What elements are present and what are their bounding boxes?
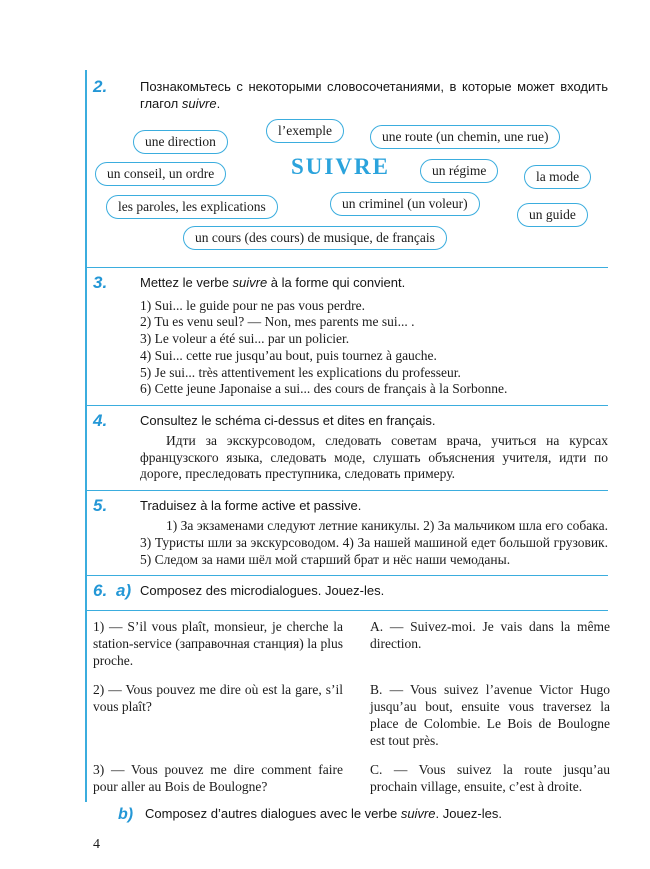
exercise-6a-label: a) xyxy=(116,581,132,601)
exercise-3-item-4: 4) Sui... cette rue jusqu’au bout, puis tournez à gauche. xyxy=(140,347,437,363)
diagram-bubble-criminel-voleur: un criminel (un voleur) xyxy=(330,192,480,217)
exercise-6a-instruction: Composez des microdialogues. Jouez-les. xyxy=(140,583,385,599)
exercise-6b-instruction-text: Composez d’autres dialogues avec le verbe xyxy=(145,805,401,821)
exercise-5-text: 1) За экзаменами следуют летние каникулы. 2) За мальчиком шла его собака. 3) Туристы шли за экскурсоводом. 4) За нашей машиной едет большой грузовик. 5) Следом за нами шёл мой старший брат и нёс наши чемоданы. xyxy=(140,518,608,567)
suivre-center-word: SUIVRE xyxy=(291,153,390,179)
diagram-bubble-regime: un régime xyxy=(420,159,498,184)
exercise-2-verb-italic: suivre xyxy=(181,95,217,111)
diagram-bubble-exemple: l’exemple xyxy=(266,119,344,144)
exercise-4-text: Идти за экскурсоводом, следовать советам врача, учиться на курсах французского языка, следовать моде, слушать объяснения учителя, идти по дороге, преследовать преступника, следовать примеру. xyxy=(140,432,608,482)
suivre-diagram xyxy=(85,118,608,260)
exercise-6b-instruction xyxy=(145,806,608,823)
diagram-bubble-une-route: une route (un chemin, une rue) xyxy=(370,125,560,150)
exercise-4-instruction: Consultez le schéma ci-dessus et dites en français. xyxy=(140,413,436,429)
diagram-bubble-la-mode: la mode xyxy=(524,165,591,190)
exercise-2-instruction xyxy=(140,79,608,113)
microdialogues-grid xyxy=(93,619,608,796)
exercise-2-header xyxy=(85,72,608,116)
exercise-6a-header xyxy=(85,576,608,603)
exercise-3-header xyxy=(85,268,608,295)
diagram-bubble-guide: un guide xyxy=(517,203,588,228)
exercise-5-header xyxy=(85,491,608,518)
dialogue-answer-b: B. — Vous suivez l’avenue Victor Hugo jusqu’au bout, ensuite vous traversez la place de Colombie. Le Bois de Boulogne est tout près. xyxy=(370,682,610,748)
exercise-5-instruction: Traduisez à la forme active et passive. xyxy=(140,498,362,514)
exercise-3-instruction-text: Mettez le verbe xyxy=(140,274,233,290)
exercise-3-item-3: 3) Le voleur a été sui... par un policier. xyxy=(140,331,350,347)
dialogue-question-1: 1) — S’il vous plaît, monsieur, je cherche la station-service (заправочная станция) la plus proche. xyxy=(93,619,343,668)
separator-below-exercise-6a-header xyxy=(85,610,608,611)
exercise-3-items xyxy=(140,298,608,398)
diagram-bubble-cours: un cours (des cours) de musique, de français xyxy=(183,226,447,251)
exercise-6-number: 6. xyxy=(93,581,108,601)
exercise-4-header xyxy=(85,406,608,433)
exercise-3-item-5: 5) Je sui... très attentivement les explications du professeur. xyxy=(140,364,461,380)
dialogue-question-3: 3) — Vous pouvez me dire comment faire pour aller au Bois de Boulogne? xyxy=(93,762,343,795)
exercise-3-item-6: 6) Cette jeune Japonaise a sui... des cours de français à la Sorbonne. xyxy=(140,381,508,397)
exercise-6b-verb-italic: suivre xyxy=(400,805,436,821)
exercise-2-instruction-end: . xyxy=(216,95,221,111)
exercise-6b-label: b) xyxy=(118,805,134,823)
dialogue-answer-c: C. — Vous suivez la route jusqu’au prochain village, ensuite, c’est à droite. xyxy=(370,762,610,795)
exercise-3-number: 3. xyxy=(93,272,108,292)
dialogue-question-2: 2) — Vous pouvez me dire où est la gare, s’il vous plaît? xyxy=(93,682,343,715)
diagram-bubble-conseil-ordre: un conseil, un ordre xyxy=(95,162,226,187)
exercise-3-instruction-end: à la forme qui convient. xyxy=(267,274,406,290)
exercise-3-item-1: 1) Sui... le guide pour ne pas vous perdre. xyxy=(140,297,365,313)
dialogue-answer-a: A. — Suivez-moi. Je vais dans la même direction. xyxy=(370,619,610,651)
exercise-3-instruction xyxy=(140,275,608,292)
exercise-2-instruction-text: Познакомьтесь с некоторыми словосочетаниями, в которые может входить глагол xyxy=(140,79,608,111)
exercise-3-item-2: 2) Tu es venu seul? — Non, mes parents me sui... . xyxy=(140,314,415,330)
exercise-4-number: 4. xyxy=(93,411,108,431)
exercise-2-number: 2. xyxy=(93,77,108,96)
page-number: 4 xyxy=(93,836,100,852)
exercise-6b-row xyxy=(85,806,608,823)
page-content xyxy=(85,72,608,853)
exercise-3-verb-italic: suivre xyxy=(232,274,268,290)
diagram-bubble-une-direction: une direction xyxy=(133,130,228,155)
exercise-6b-instruction-end: . Jouez-les. xyxy=(435,805,502,821)
diagram-bubble-paroles-explications: les paroles, les explications xyxy=(106,195,278,220)
exercise-5-number: 5. xyxy=(93,496,108,516)
